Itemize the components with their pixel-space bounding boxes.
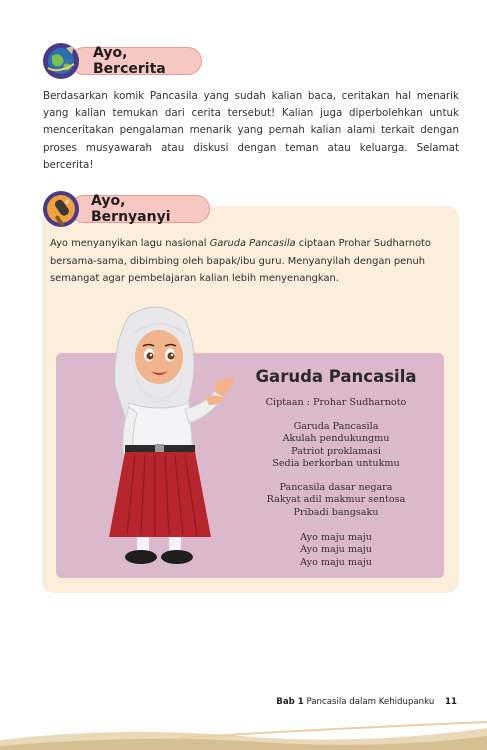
lyric-line: Rakyat adil makmur sentosa bbox=[266, 494, 406, 506]
microphone-icon bbox=[42, 190, 80, 228]
lyric-line: Garuda Pancasila bbox=[293, 421, 379, 432]
song-intro-text bbox=[50, 235, 452, 288]
globe-icon bbox=[42, 42, 80, 80]
section-title-pill bbox=[70, 195, 210, 223]
intro-text-end: ciptaan Prohar Sudharnoto bersama-sama, dibimbing oleh bapak/ibu guru. Menyanyilah dengan penuh semangat agar pembelajaran kalian lebih menyenangkan. bbox=[50, 238, 431, 284]
singing-girl-illustration bbox=[85, 305, 235, 575]
lyrics-stanza-2 bbox=[236, 482, 436, 519]
song-title: Garuda Pancasila bbox=[255, 367, 417, 386]
lyrics-stanza-1 bbox=[236, 421, 436, 471]
lyric-line: Patriot proklamasi bbox=[291, 445, 381, 457]
section-title: Ayo, Bercerita bbox=[93, 45, 166, 77]
decorative-waves bbox=[0, 718, 487, 750]
intro-text-start: Ayo menyanyikan lagu nasional bbox=[50, 238, 210, 249]
section-title-pill bbox=[70, 47, 202, 75]
section-header-bernyanyi bbox=[42, 190, 212, 226]
lyric-line: Akulah pendukungmu bbox=[282, 433, 390, 445]
footer-chapter: Bab 1 bbox=[276, 697, 304, 707]
section-title: Ayo, Bernyanyi bbox=[91, 193, 171, 225]
lyric-line: Sedia berkorban untukmu bbox=[272, 458, 400, 470]
song-composer: Ciptaan : Prohar Sudharnoto bbox=[265, 397, 407, 408]
footer-chapter-title: Pancasila dalam Kehidupanku bbox=[306, 697, 435, 707]
lyric-line: Ayo maju maju bbox=[300, 532, 372, 543]
lyric-line: Pancasila dasar negara bbox=[279, 482, 393, 493]
section-header-bercerita bbox=[42, 42, 202, 78]
lyric-line: Pribadi bangsaku bbox=[293, 506, 379, 518]
lyric-line: Ayo maju maju bbox=[300, 556, 372, 568]
section-body-text: Berdasarkan komik Pancasila yang sudah kalian baca, ceritakan hal menarik yang kalian temukan dari cerita tersebut! Kalian juga diperbolehkan untuk menceritakan pengalaman menarik yang pernah kalian alami terkait dengan proses musyawarah atau diskusi dengan teman atau keluarga. Selamat bercerita! bbox=[43, 90, 459, 171]
page-footer bbox=[276, 697, 457, 707]
intro-song-name: Garuda Pancasila bbox=[209, 238, 296, 249]
lyric-line: Ayo maju maju bbox=[300, 544, 372, 556]
lyrics-stanza-3 bbox=[236, 532, 436, 569]
page-number: 11 bbox=[445, 697, 457, 707]
